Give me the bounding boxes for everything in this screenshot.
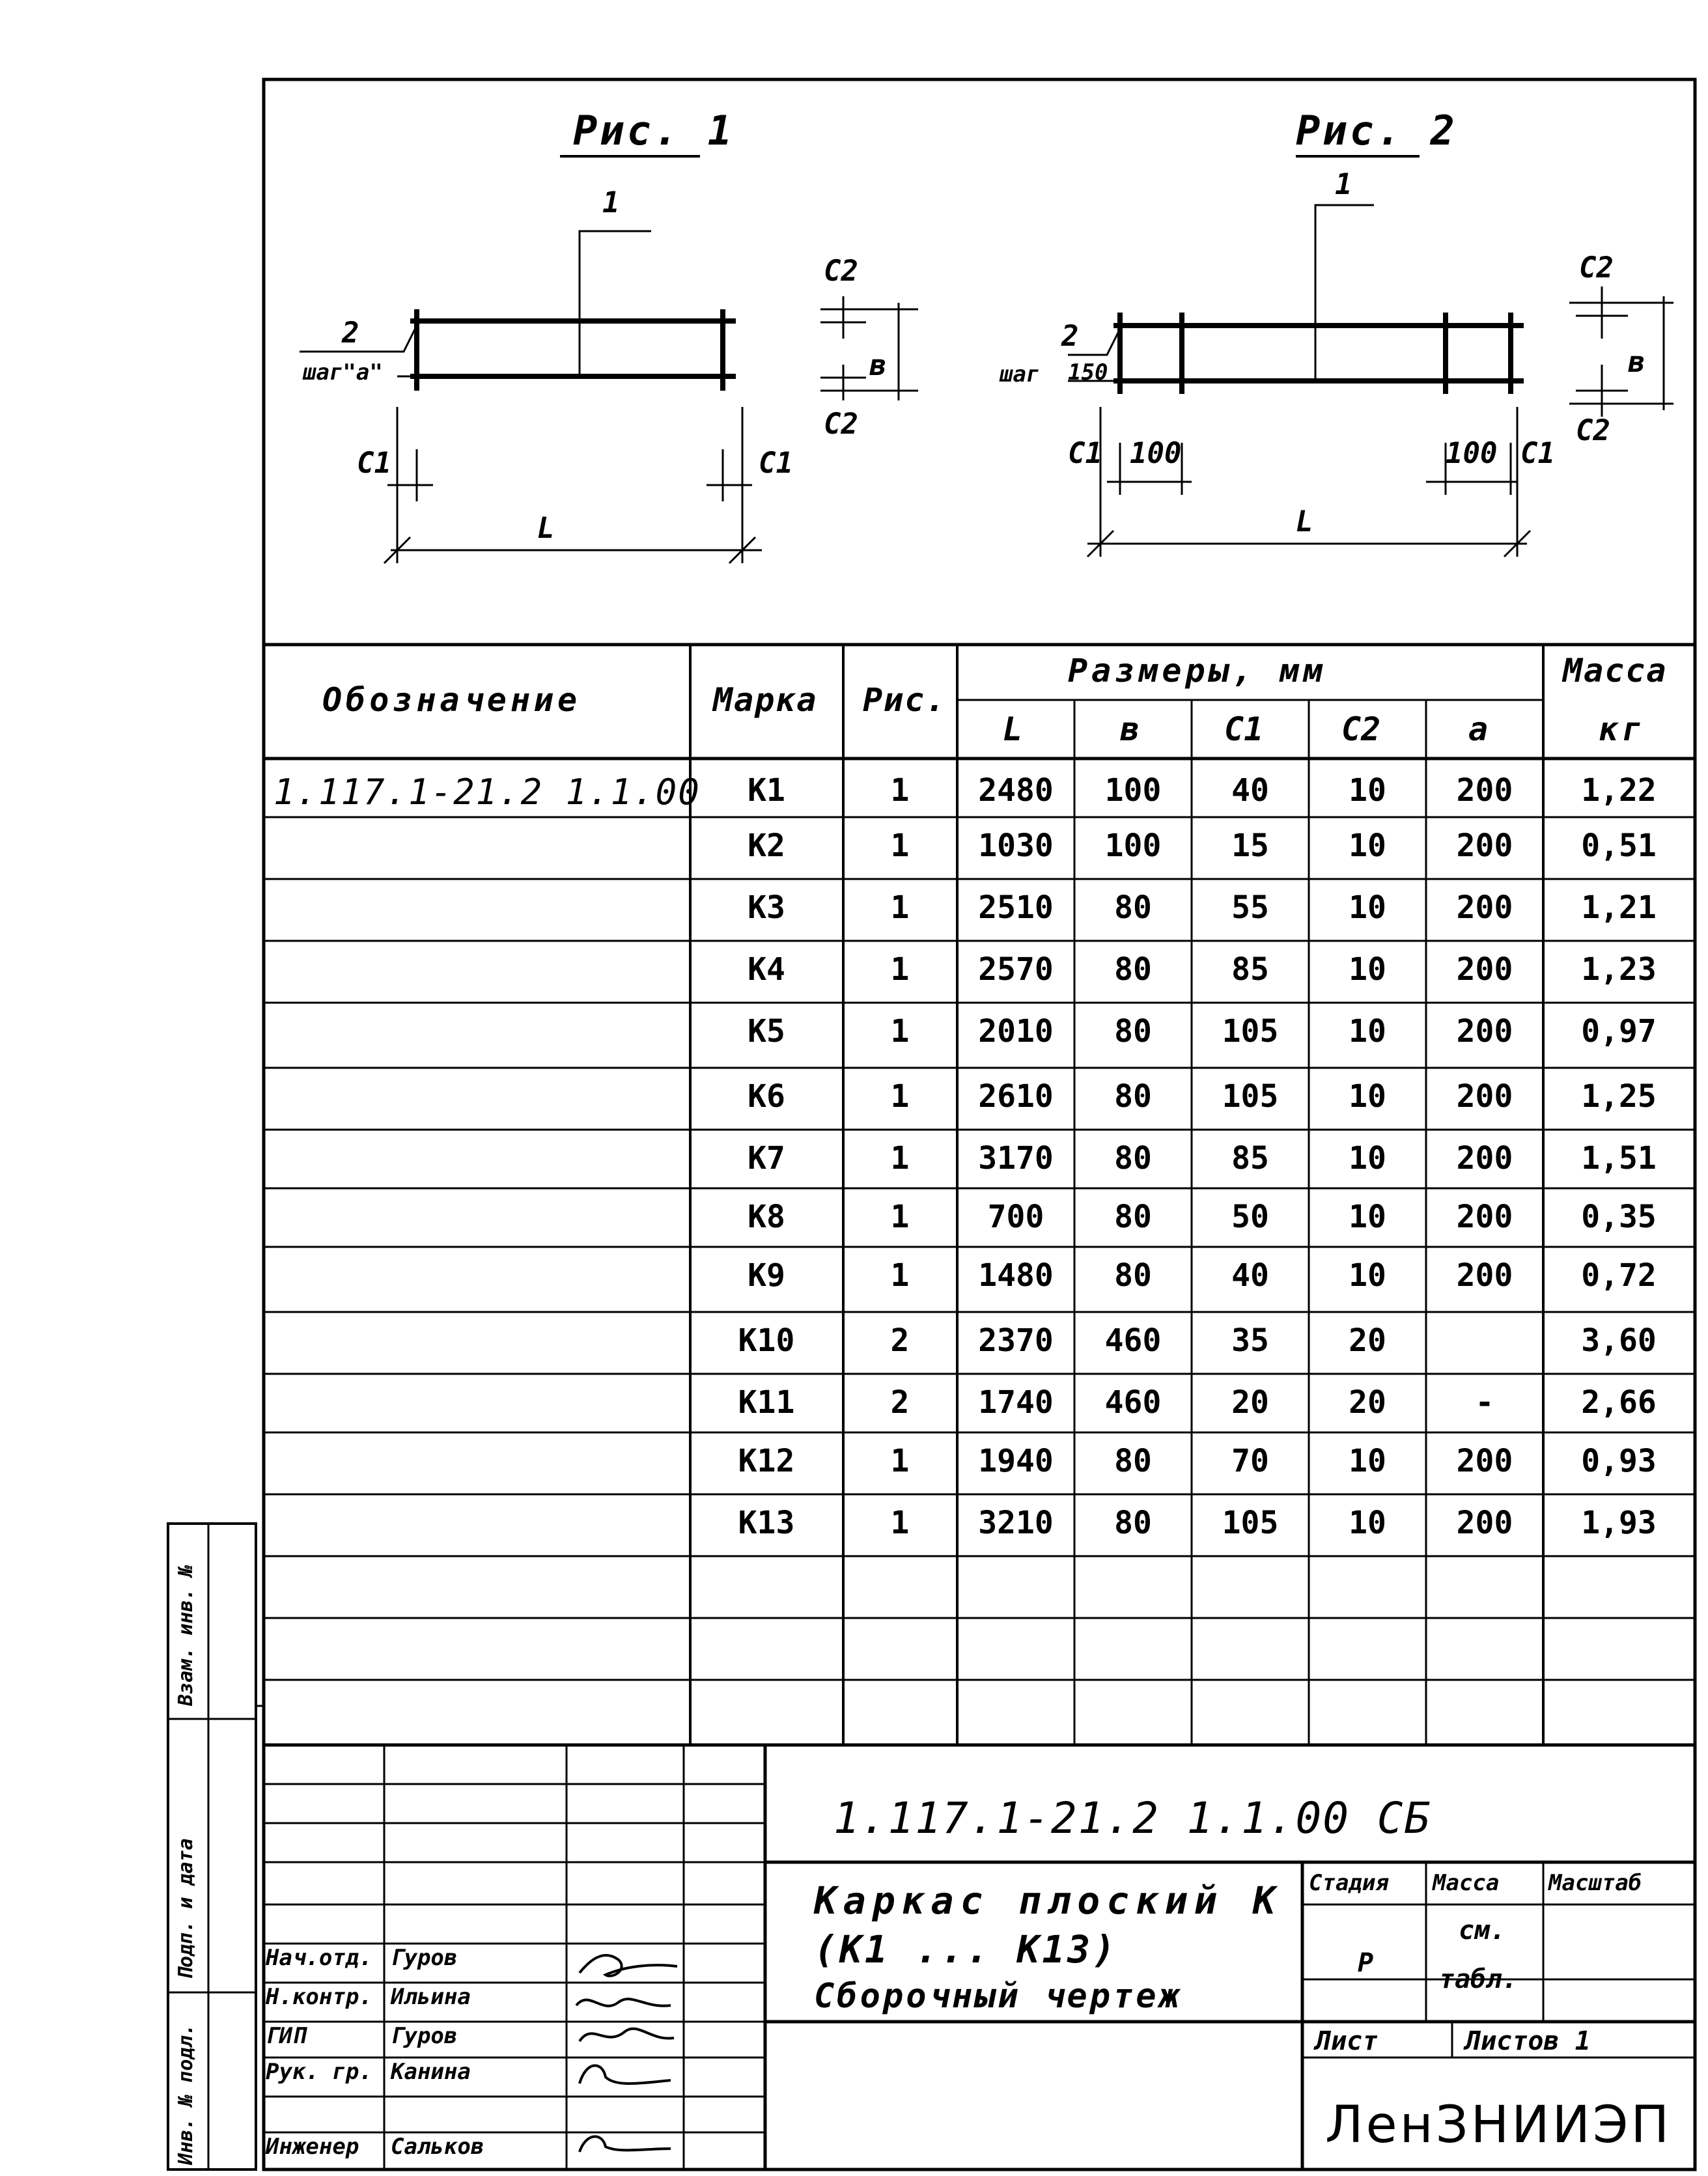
table-cell-b: 80 bbox=[1114, 951, 1152, 988]
figure-2-dim-b: в bbox=[1628, 346, 1645, 379]
table-cell-b: 80 bbox=[1114, 1078, 1152, 1115]
header-mass-unit: кг bbox=[1599, 710, 1646, 748]
table-cell-mass: 1,25 bbox=[1581, 1078, 1657, 1115]
table-cell-c2: 10 bbox=[1349, 1140, 1386, 1177]
table-cell-b: 80 bbox=[1114, 1505, 1152, 1541]
title-block-sheets-label: Листов 1 bbox=[1465, 2026, 1591, 2056]
table-cell-mark: К2 bbox=[748, 828, 785, 864]
side-stamp-inv-orig: Инв. № подл. bbox=[175, 2024, 197, 2165]
table-cell-c1: 85 bbox=[1231, 1140, 1269, 1177]
table-cell-a: 200 bbox=[1456, 951, 1513, 988]
table-cell-a: 200 bbox=[1456, 1257, 1513, 1294]
table-cell-l: 1940 bbox=[978, 1443, 1054, 1479]
header-fig: Рис. bbox=[863, 681, 947, 719]
header-designation: Обозначение bbox=[322, 681, 581, 719]
staff-name: Гуров bbox=[391, 2023, 458, 2049]
table-cell-mark: К4 bbox=[748, 951, 785, 988]
signatures-image bbox=[567, 1944, 684, 2169]
table-cell-b: 80 bbox=[1114, 1443, 1152, 1479]
side-stamp-sign-date: Подп. и дата bbox=[175, 1838, 197, 1979]
table-cell-mass: 1,23 bbox=[1581, 951, 1657, 988]
table-cell-fig: 1 bbox=[890, 828, 910, 864]
table-cell-l: 700 bbox=[987, 1199, 1044, 1235]
table-cell-mass: 1,51 bbox=[1581, 1140, 1657, 1177]
figure-2-dim-c2-bottom: С2 bbox=[1576, 414, 1610, 447]
figure-2-step-value: 150 bbox=[1068, 359, 1108, 385]
table-cell-b: 460 bbox=[1104, 1384, 1162, 1421]
table-cell-mark: К13 bbox=[738, 1505, 795, 1541]
table-cell-fig: 1 bbox=[890, 1078, 910, 1115]
table-cell-l: 3210 bbox=[978, 1505, 1054, 1541]
header-mark: Марка bbox=[713, 681, 818, 719]
table-cell-fig: 1 bbox=[890, 1443, 910, 1479]
title-block-sheet-label: Лист bbox=[1315, 2026, 1379, 2056]
table-cell-c1: 105 bbox=[1222, 1078, 1279, 1115]
figure-1-step-label: шаг"а" bbox=[303, 359, 383, 385]
table-cell-fig: 1 bbox=[890, 889, 910, 926]
header-mass: Масса bbox=[1563, 652, 1668, 690]
figure-1-title: Рис. 1 bbox=[573, 107, 735, 154]
figure-2-dim-c2-top: С2 bbox=[1579, 251, 1614, 285]
figure-1-dim-c1-left: С1 bbox=[357, 447, 391, 480]
table-cell-fig: 1 bbox=[890, 1140, 910, 1177]
table-cell-a: 200 bbox=[1456, 1013, 1513, 1050]
figure-2-dim-offset-right: 100 bbox=[1446, 437, 1498, 470]
staff-role: Н.контр. bbox=[266, 1984, 372, 2010]
staff-name: Ильина bbox=[391, 1984, 471, 2010]
table-cell-c1: 20 bbox=[1231, 1384, 1269, 1421]
figure-2-callout-2: 2 bbox=[1061, 320, 1079, 353]
title-block-stage-header: Стадия bbox=[1309, 1870, 1389, 1896]
table-cell-fig: 1 bbox=[890, 951, 910, 988]
table-cell-c2: 10 bbox=[1349, 1078, 1386, 1115]
table-cell-mark: К10 bbox=[738, 1322, 795, 1359]
figure-2-callout-1: 1 bbox=[1335, 168, 1352, 201]
table-cell-c2: 10 bbox=[1349, 1443, 1386, 1479]
table-cell-mark: К6 bbox=[748, 1078, 785, 1115]
table-cell-a: 200 bbox=[1456, 1140, 1513, 1177]
table-cell-b: 80 bbox=[1114, 1199, 1152, 1235]
table-cell-mass: 3,60 bbox=[1581, 1322, 1657, 1359]
table-cell-mass: 0,51 bbox=[1581, 828, 1657, 864]
table-cell-a: 200 bbox=[1456, 1505, 1513, 1541]
table-cell-a: 200 bbox=[1456, 1443, 1513, 1479]
figure-1-dim-c2-top: С2 bbox=[824, 255, 858, 288]
table-cell-fig: 1 bbox=[890, 772, 910, 809]
staff-name: Гуров bbox=[391, 1945, 458, 1971]
title-block-document-code: 1.117.1-21.2 1.1.00 СБ bbox=[833, 1793, 1432, 1843]
staff-role: Рук. гр. bbox=[266, 2059, 372, 2085]
side-stamp-replace-inv: Взам. инв. № bbox=[175, 1565, 197, 1706]
table-cell-mark: К12 bbox=[738, 1443, 795, 1479]
table-cell-c1: 70 bbox=[1231, 1443, 1269, 1479]
table-cell-fig: 2 bbox=[890, 1384, 910, 1421]
table-cell-mark: К9 bbox=[748, 1257, 785, 1294]
table-cell-fig: 1 bbox=[890, 1013, 910, 1050]
table-cell-c2: 10 bbox=[1349, 1505, 1386, 1541]
figure-2-dim-offset-left: 100 bbox=[1130, 437, 1182, 470]
table-cell-a: 200 bbox=[1456, 828, 1513, 864]
table-cell-l: 2510 bbox=[978, 889, 1054, 926]
table-cell-c2: 10 bbox=[1349, 1199, 1386, 1235]
figure-1-callout-2: 2 bbox=[342, 316, 359, 350]
figure-2-dim-c1-left: С1 bbox=[1068, 437, 1102, 470]
table-cell-c2: 10 bbox=[1349, 772, 1386, 809]
table-cell-fig: 2 bbox=[890, 1322, 910, 1359]
title-block-stage-value: Р bbox=[1358, 1948, 1374, 1978]
table-cell-fig: 1 bbox=[890, 1505, 910, 1541]
table-cell-c1: 50 bbox=[1231, 1199, 1269, 1235]
table-cell-a: 200 bbox=[1456, 889, 1513, 926]
figure-2-step-label: шаг bbox=[1000, 361, 1040, 387]
table-cell-l: 1030 bbox=[978, 828, 1054, 864]
table-cell-fig: 1 bbox=[890, 1199, 910, 1235]
figure-2-drawing bbox=[0, 0, 1708, 645]
figure-1-dim-b: в bbox=[869, 349, 887, 382]
table-cell-b: 80 bbox=[1114, 1140, 1152, 1177]
table-cell-c2: 10 bbox=[1349, 951, 1386, 988]
table-cell-mass: 1,22 bbox=[1581, 772, 1657, 809]
staff-name: Канина bbox=[391, 2059, 471, 2085]
figure-1-callout-1: 1 bbox=[602, 186, 620, 219]
table-cell-c2: 10 bbox=[1349, 1013, 1386, 1050]
figure-1-dim-c1-right: С1 bbox=[759, 447, 793, 480]
figure-2-title: Рис. 2 bbox=[1296, 107, 1457, 154]
title-block-name-line-2: (К1 ... К13) bbox=[814, 1927, 1119, 1972]
table-cell-a: 200 bbox=[1456, 772, 1513, 809]
table-cell-mark: К7 bbox=[748, 1140, 785, 1177]
staff-role: ГИП bbox=[266, 2023, 306, 2049]
table-cell-c1: 105 bbox=[1222, 1505, 1279, 1541]
table-cell-b: 100 bbox=[1104, 828, 1162, 864]
staff-role: Нач.отд. bbox=[266, 1945, 372, 1971]
table-cell-c1: 85 bbox=[1231, 951, 1269, 988]
staff-name: Сальков bbox=[391, 2134, 484, 2160]
title-block-name-line-1: Каркас плоский К bbox=[814, 1878, 1282, 1923]
table-cell-c1: 15 bbox=[1231, 828, 1269, 864]
header-c1: С1 bbox=[1224, 710, 1264, 748]
table-cell-c1: 35 bbox=[1231, 1322, 1269, 1359]
header-l: L bbox=[1003, 710, 1027, 748]
figure-1-dim-l: L bbox=[537, 512, 555, 545]
table-cell-mass: 2,66 bbox=[1581, 1384, 1657, 1421]
table-cell-l: 2010 bbox=[978, 1013, 1054, 1050]
table-cell-b: 80 bbox=[1114, 1257, 1152, 1294]
title-block-name-line-3: Сборочный чертеж bbox=[814, 1977, 1182, 2016]
table-cell-a: - bbox=[1475, 1384, 1494, 1421]
table-cell-c1: 55 bbox=[1231, 889, 1269, 926]
table-cell-mark: К1 bbox=[748, 772, 785, 809]
title-block-mass-value-1: см. bbox=[1459, 1916, 1506, 1946]
header-sizes: Размеры, мм bbox=[1068, 652, 1327, 690]
table-cell-l: 2610 bbox=[978, 1078, 1054, 1115]
table-cell-b: 100 bbox=[1104, 772, 1162, 809]
table-cell-b: 460 bbox=[1104, 1322, 1162, 1359]
table-cell-mark: К8 bbox=[748, 1199, 785, 1235]
table-cell-c2: 10 bbox=[1349, 828, 1386, 864]
table-cell-mass: 1,93 bbox=[1581, 1505, 1657, 1541]
table-cell-a: 200 bbox=[1456, 1199, 1513, 1235]
table-cell-mass: 0,35 bbox=[1581, 1199, 1657, 1235]
table-cell-mark: К3 bbox=[748, 889, 785, 926]
table-cell-b: 80 bbox=[1114, 889, 1152, 926]
table-cell-l: 1480 bbox=[978, 1257, 1054, 1294]
staff-role: Инженер bbox=[266, 2134, 359, 2160]
table-cell-c1: 105 bbox=[1222, 1013, 1279, 1050]
table-cell-c1: 40 bbox=[1231, 772, 1269, 809]
title-block-scale-header: Масштаб bbox=[1548, 1870, 1642, 1896]
table-cell-mass: 0,97 bbox=[1581, 1013, 1657, 1050]
table-cell-l: 2570 bbox=[978, 951, 1054, 988]
table-cell-c2: 20 bbox=[1349, 1384, 1386, 1421]
header-c2: С2 bbox=[1341, 710, 1381, 748]
header-b: в bbox=[1120, 710, 1144, 748]
figure-2-dim-c1-right: С1 bbox=[1520, 437, 1555, 470]
figure-1-dim-c2-bottom: С2 bbox=[824, 408, 858, 441]
table-cell-mass: 0,93 bbox=[1581, 1443, 1657, 1479]
table-cell-l: 3170 bbox=[978, 1140, 1054, 1177]
figure-2-dim-l: L bbox=[1296, 505, 1313, 538]
table-cell-l: 1740 bbox=[978, 1384, 1054, 1421]
title-block-mass-header: Масса bbox=[1433, 1870, 1500, 1896]
table-cell-c2: 10 bbox=[1349, 889, 1386, 926]
title-block-organization: ЛенЗНИИЭП bbox=[1325, 2096, 1672, 2155]
table-cell-a: 200 bbox=[1456, 1078, 1513, 1115]
table-cell-c1: 40 bbox=[1231, 1257, 1269, 1294]
table-cell-mark: К11 bbox=[738, 1384, 795, 1421]
table-cell-b: 80 bbox=[1114, 1013, 1152, 1050]
header-a: а bbox=[1468, 710, 1492, 748]
table-cell-fig: 1 bbox=[890, 1257, 910, 1294]
table-cell-mass: 1,21 bbox=[1581, 889, 1657, 926]
table-cell-designation: 1.117.1-21.2 1.1.00 bbox=[273, 772, 701, 813]
title-block-mass-value-2: табл. bbox=[1439, 1964, 1518, 1994]
table-cell-c2: 20 bbox=[1349, 1322, 1386, 1359]
table-cell-mass: 0,72 bbox=[1581, 1257, 1657, 1294]
table-cell-mark: К5 bbox=[748, 1013, 785, 1050]
table-cell-c2: 10 bbox=[1349, 1257, 1386, 1294]
table-cell-l: 2370 bbox=[978, 1322, 1054, 1359]
table-cell-l: 2480 bbox=[978, 772, 1054, 809]
